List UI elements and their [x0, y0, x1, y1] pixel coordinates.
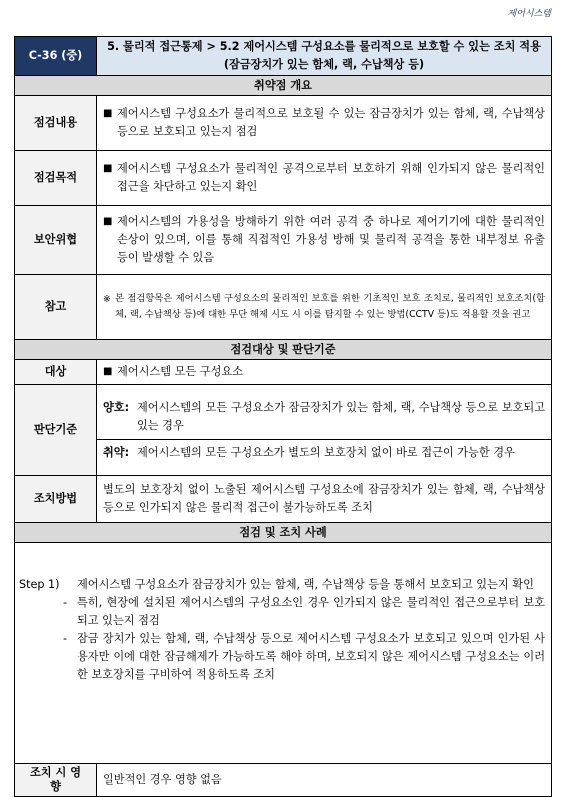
sub-item: - 잠금 장치가 있는 함체, 랙, 수납책상 등으로 제어시스템 구성요소가 보호되고 있으며 인가된 사용자만 이에 대한 잠금해제가 가능하도록 해야 하며, 보호되지 않은 제어시스템 구성요소는 이러한 보호장치를 구비하여 적용하도록 조치	[19, 630, 545, 684]
sub-item: - 특히, 현장에 설치된 제어시스템의 구성요소인 경우 인가되지 않은 물리적인 접근으로부터 보호되고 있는지 점검	[19, 594, 545, 630]
square-bullet-icon: ■	[103, 366, 113, 377]
square-bullet-icon: ■	[103, 216, 113, 227]
impact-label: 조치 시 영향	[15, 764, 97, 797]
security-threat-text: 제어시스템의 가용성을 방해하기 위한 여러 공격 중 하나로 제어기기에 대한 물리적인 손상이 있으며, 이를 통해 직접적인 가용성 방해 및 물리적 공격을 통한 내부정보 유출 등이 발생할 수 있음	[117, 215, 545, 264]
square-bullet-icon: ■	[103, 163, 113, 174]
judgement-good-row	[97, 395, 551, 439]
header-category-tag: 제어시스템	[507, 9, 551, 19]
inspection-purpose-text: 제어시스템 구성요소가 물리적인 공격으로부터 보호하기 위해 인가되지 않은 물리적인 접근을 차단하고 있는지 확인	[117, 162, 545, 193]
overview-row	[15, 151, 552, 206]
sub-item-text: 특히, 현장에 설치된 제어시스템의 구성요소인 경우 인가되지 않은 물리적인 접근으로부터 보호되고 있는지 점검	[77, 596, 545, 627]
cases-row	[15, 543, 552, 764]
weak-key: 취약:	[103, 445, 130, 459]
target-text: 제어시스템 모든 구성요소	[117, 365, 243, 378]
judgement-cell	[97, 385, 552, 476]
step-key: Step 1)	[19, 578, 60, 591]
impact-text: 일반적인 경우 영향 없음	[97, 764, 552, 797]
step-text: 제어시스템 구성요소가 잠금장치가 있는 함체, 랙, 수납책상 등을 통해서 보호되고 있는지 확인	[77, 578, 534, 591]
judgement-weak-row	[97, 439, 551, 466]
section-row	[15, 523, 552, 543]
overview-row	[15, 206, 552, 275]
criteria-row	[15, 476, 552, 523]
criteria-row	[15, 360, 552, 385]
action-text: 별도의 보호장치 없이 노출된 제어시스템 구성요소에 잠금장치가 있는 함체, 랙, 수납책상 등으로 인가되지 않은 물리적 접근이 불가능하도록 조치	[97, 476, 552, 523]
section-row	[15, 76, 552, 96]
inspection-content-label: 점검내용	[15, 96, 97, 151]
overview-row	[15, 96, 552, 151]
good-key: 양호:	[103, 400, 130, 414]
overview-row	[15, 275, 552, 340]
judgement-label: 판단기준	[15, 385, 97, 476]
item-id: C-36 (중)	[15, 37, 97, 76]
criteria-row	[15, 385, 552, 476]
reference-mark: ※	[103, 294, 111, 305]
inspection-purpose-cell	[97, 151, 552, 206]
target-label: 대상	[15, 360, 97, 385]
inspection-content-text: 제어시스템 구성요소가 물리적으로 보호될 수 있는 잠금장치가 있는 함체, 랙, 수납책상 등으로 보호되고 있는지 점검	[117, 107, 545, 138]
security-threat-label: 보안위협	[15, 206, 97, 275]
reference-text: 본 점검항목은 제어시스템 구성요소의 물리적인 보호를 위한 기초적인 보호 조치로, 물리적인 보호조치(함체, 랙, 수납책상 등)에 대한 무단 해제 시도 시 이를 탐지할 수 있는 방법(CCTV 등)도 적용할 것을 권고	[115, 293, 545, 320]
square-bullet-icon: ■	[103, 108, 113, 119]
inspection-content-cell	[97, 96, 552, 151]
target-cell	[97, 360, 552, 385]
reference-cell	[97, 275, 552, 340]
sub-item-text: 잠금 장치가 있는 함체, 랙, 수납책상 등으로 제어시스템 구성요소가 보호되고 있으며 인가된 사용자만 이에 대한 잠금해제가 가능하도록 해야 하며, 보호되지 않은 제어시스템 구성요소는 이러한 보호장치를 구비하여 적용하도록 조치	[77, 632, 545, 681]
weak-text: 제어시스템의 모든 구성요소가 별도의 보호장치 없이 바로 접근이 가능한 경우	[137, 445, 515, 459]
section-heading-overview: 취약점 개요	[15, 76, 552, 96]
item-title: 5. 물리적 접근통제 > 5.2 제어시스템 구성요소를 물리적으로 보호할 수 있는 조치 적용(잠금장치가 있는 함체, 랙, 수납책상 등)	[97, 37, 552, 76]
action-label: 조치방법	[15, 476, 97, 523]
inspection-item-table	[14, 36, 552, 797]
section-row	[15, 340, 552, 360]
cases-cell	[15, 543, 552, 764]
step-block	[19, 543, 545, 684]
section-heading-cases: 점검 및 조치 사례	[15, 523, 552, 543]
section-heading-criteria: 점검대상 및 판단기준	[15, 340, 552, 360]
reference-label: 참고	[15, 275, 97, 340]
item-header-row	[15, 37, 552, 76]
security-threat-cell	[97, 206, 552, 275]
inspection-purpose-label: 점검목적	[15, 151, 97, 206]
impact-row	[15, 764, 552, 797]
good-text: 제어시스템의 모든 구성요소가 잠금장치가 있는 함체, 랙, 수납책상 등으로 보호되고 있는 경우	[137, 400, 545, 432]
